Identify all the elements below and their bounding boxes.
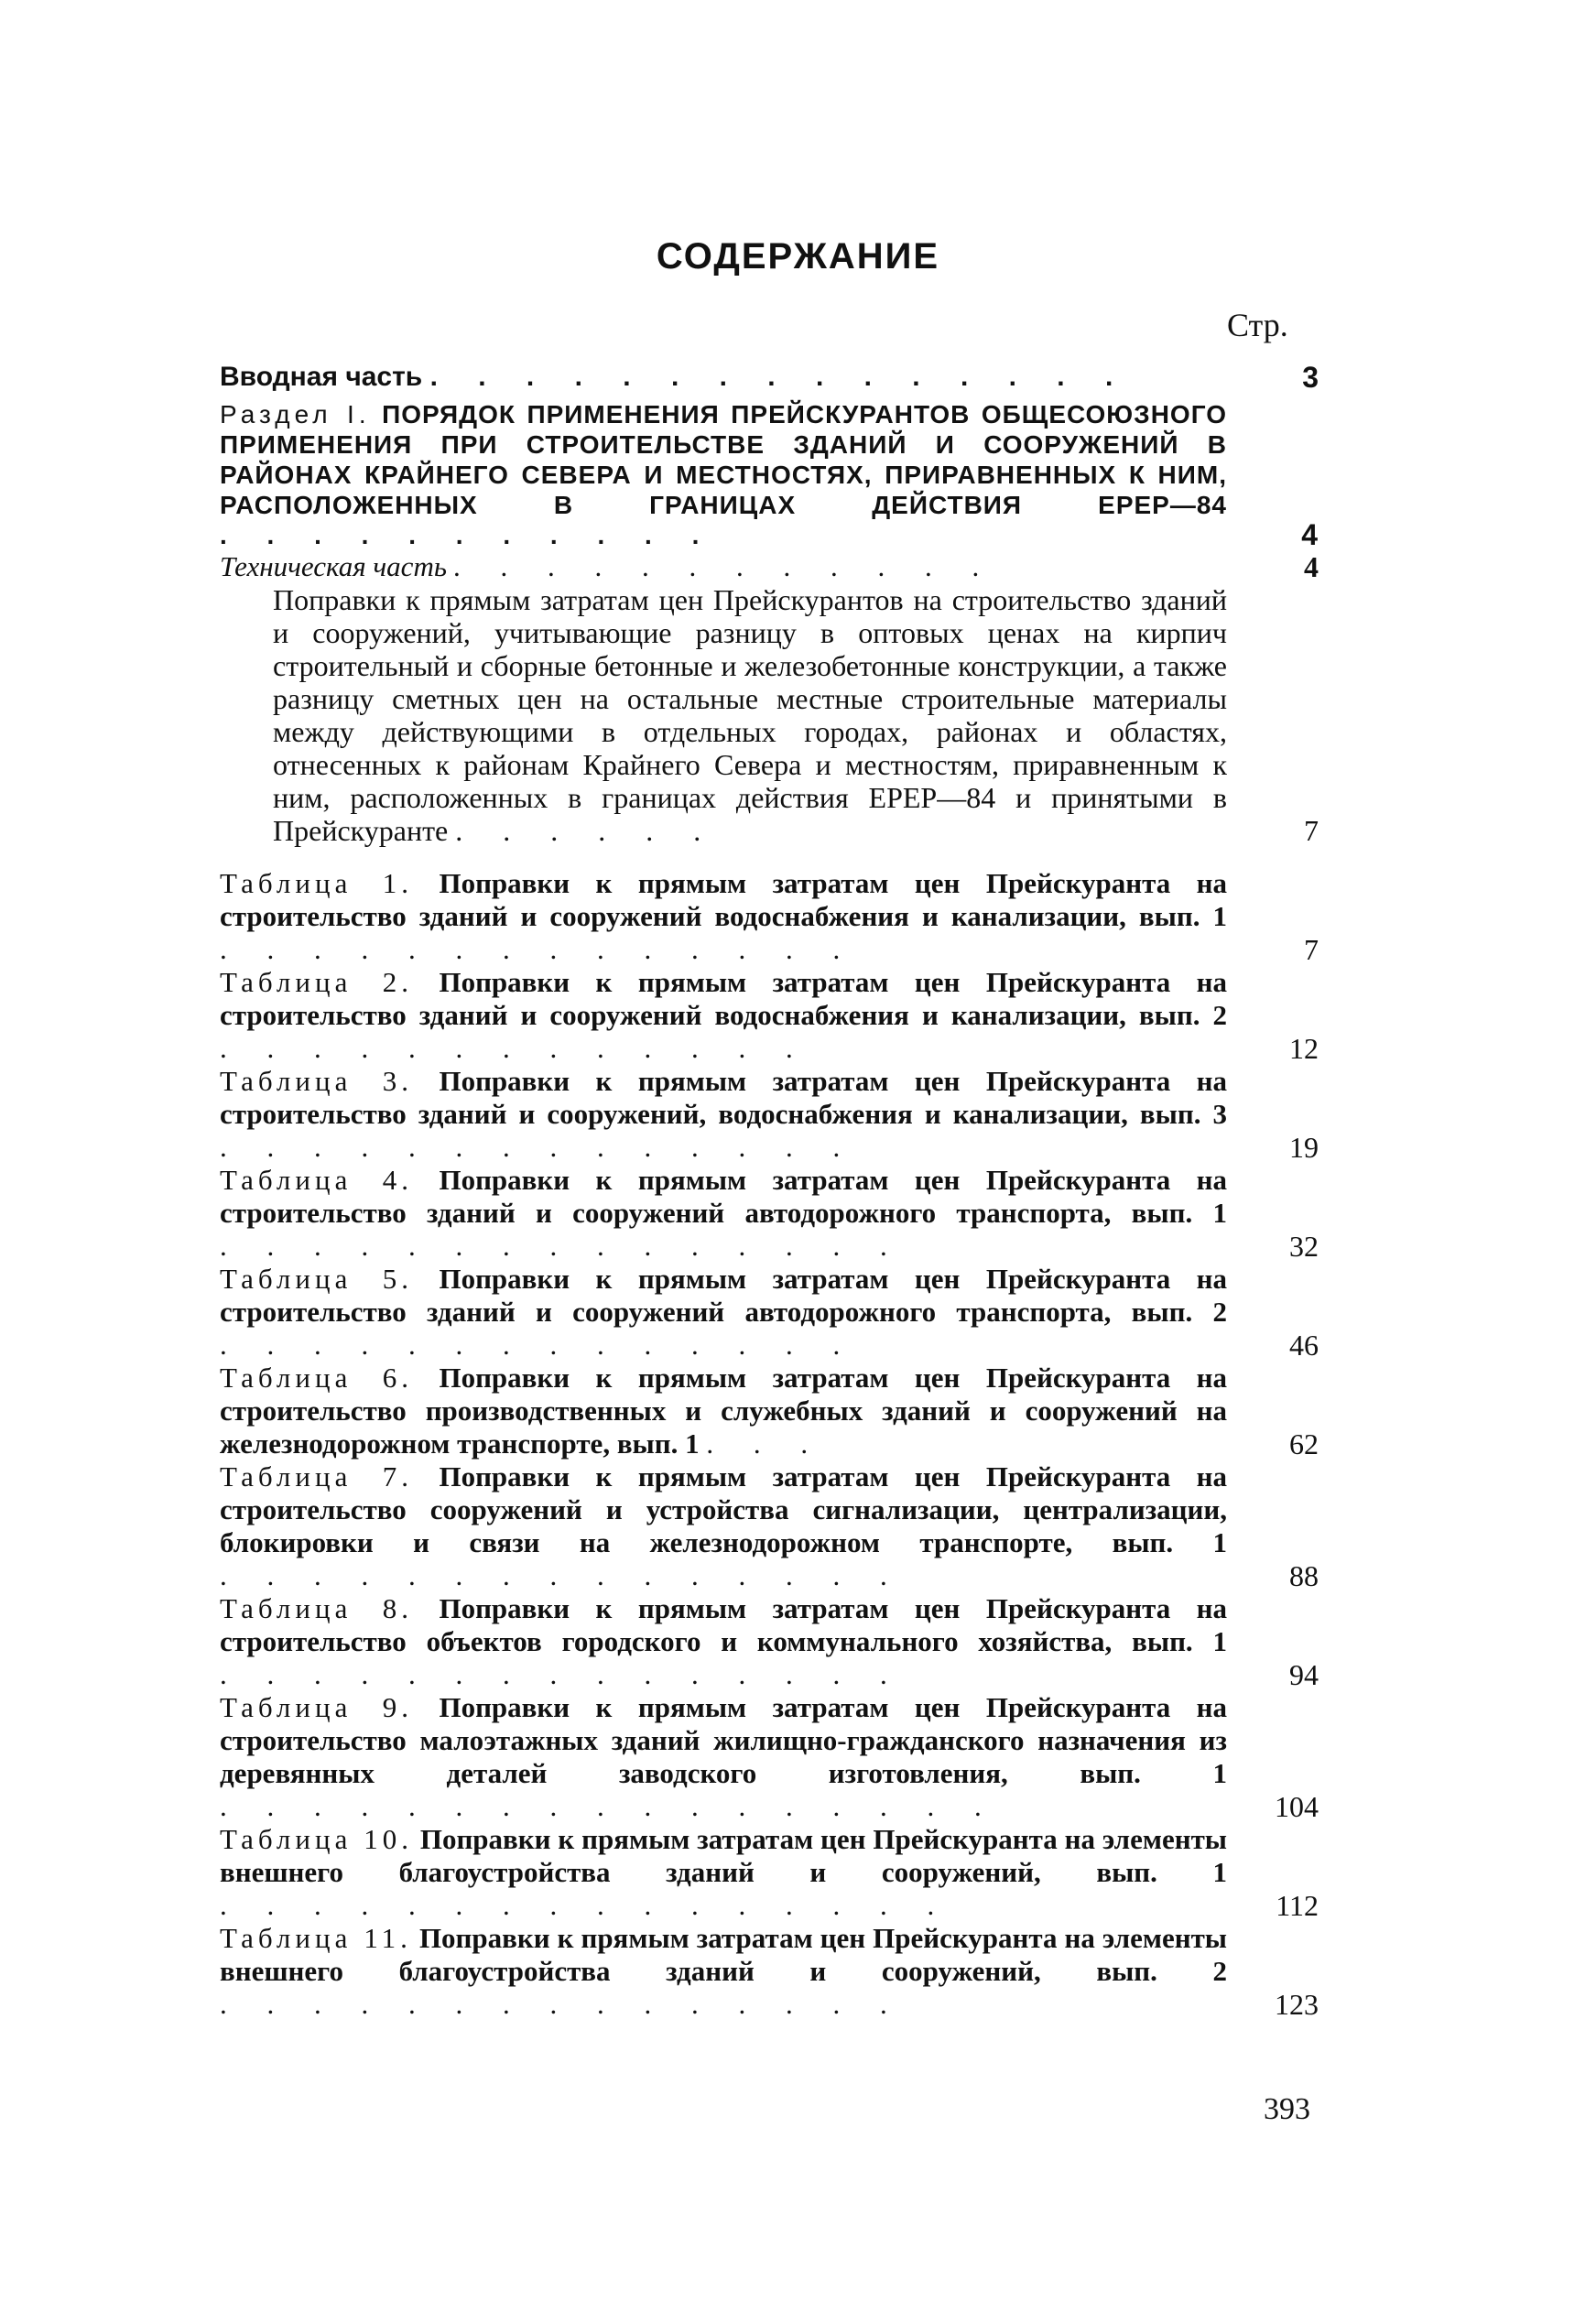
toc-entry-page: 123 (1275, 1988, 1319, 2021)
table-label: Таблица 9. (220, 1691, 414, 1723)
toc-entry-table-8[interactable] (220, 1592, 1319, 1691)
page-column-label: Стр. (1227, 307, 1288, 343)
table-label: Таблица 7. (220, 1460, 414, 1492)
toc-entry-page: 12 (1289, 1032, 1319, 1065)
dot-leader: . . . . . . . . . . . . . . . (220, 1559, 904, 1591)
toc-entry-page: 3 (1302, 361, 1319, 394)
toc-entry-page: 46 (1289, 1329, 1319, 1362)
toc-entry-text: Поправки к прямым затратам цен Прейскуранта на строительство сооружений и устройства сигнализации, централизации, блокировки и связи на железнодорожном транспорте, вып. 1 (220, 1460, 1227, 1558)
table-label: Таблица 8. (220, 1592, 414, 1624)
toc-entry-page: 4 (1301, 518, 1319, 551)
toc-entry-text: Техническая часть (220, 550, 447, 582)
toc-entry-table-9[interactable] (220, 1691, 1319, 1823)
toc-entry-page: 19 (1289, 1131, 1319, 1164)
toc-entry-text: Поправки к прямым затратам цен Прейскуранта на строительство малоэтажных зданий жилищно-гражданского назначения из деревянных деталей заводского изготовления, вып. 1 (220, 1691, 1227, 1789)
table-label: Таблица 2. (220, 966, 414, 998)
table-label: Таблица 5. (220, 1263, 414, 1295)
toc-entry-table-2[interactable] (220, 966, 1319, 1065)
toc-entry-table-5[interactable] (220, 1263, 1319, 1362)
dot-leader: . . . . . . . . . . . . . . . . (220, 1889, 951, 1921)
toc-entry-page: 88 (1289, 1559, 1319, 1592)
toc-entry-page: 104 (1275, 1790, 1319, 1823)
toc-entry-table-1[interactable] (220, 867, 1319, 966)
dot-leader: . . . . . . . . . . . . . . (220, 1329, 857, 1361)
toc-entry-text: Поправки к прямым затратам цен Прейскуранта на строительство зданий и сооружений водоснабжения и канализации, вып. 2 (220, 966, 1227, 1031)
dot-leader: . . . . . . . . . . . . . (220, 1032, 809, 1064)
toc-entry-text: Поправки к прямым затратам цен Прейскурантов на строительство зданий и сооружений, учитывающие разницу в оптовых ценах на кирпич строительный и сборные бетонные и железобетонные конструкции, а также разницу сметных цен на остальные местные строительные материалы между действующими в отдельных городах, районах и областях, отнесенных к районам Крайнего Севера и местностям, приравненным к ним, расположенных в границах действия ЕРЕР—84 и принятыми в Прейскуранте (273, 583, 1227, 847)
toc-entry-intro[interactable] (220, 359, 1319, 396)
toc-entry-table-10[interactable] (220, 1823, 1319, 1922)
table-of-contents (220, 359, 1319, 2021)
dot-leader: . . . . . . . . . . . . . . . (220, 1988, 904, 2020)
table-label: Таблица 10. (220, 1823, 413, 1855)
toc-entry-amendments[interactable] (220, 583, 1372, 847)
dot-leader: . . . . . . . . . . . . . . (220, 933, 857, 965)
toc-entry-table-3[interactable] (220, 1065, 1319, 1164)
toc-entry-table-4[interactable] (220, 1164, 1319, 1263)
dot-leader: . . . . . . . . . . . (220, 521, 716, 549)
toc-entry-page: 7 (1304, 933, 1319, 966)
dot-leader: . . . . . . . . . . . . . . . . . (220, 1790, 998, 1822)
toc-entry-table-7[interactable] (220, 1460, 1319, 1592)
toc-entry-text: Поправки к прямым затратам цен Прейскуранта на строительство зданий и сооружений, водоснабжения и канализации, вып. 3 (220, 1065, 1227, 1130)
table-label: Таблица 3. (220, 1065, 414, 1097)
page-number: 393 (1264, 2092, 1310, 2126)
dot-leader: . . . . . . . . . . . . . . . (220, 1230, 904, 1262)
toc-entry-page: 4 (1304, 550, 1319, 583)
toc-entry-text: Поправки к прямым затратам цен Прейскуранта на строительство объектов городского и коммунального хозяйства, вып. 1 (220, 1592, 1227, 1657)
dot-leader: . . . . . . . . . . . . . . (220, 1131, 857, 1163)
table-label: Таблица 1. (220, 867, 414, 899)
toc-entry-text: ПОРЯДОК ПРИМЕНЕНИЯ ПРЕЙСКУРАНТОВ ОБЩЕСОЮЗНОГО ПРИМЕНЕНИЯ ПРИ СТРОИТЕЛЬСТВЕ ЗДАНИЙ И СООРУЖЕНИЙ В РАЙОНАХ КРАЙНЕГО СЕВЕРА И МЕСТНОСТЯХ, ПРИРАВНЕННЫХ К НИМ, РАСПОЛОЖЕННЫХ В ГРАНИЦАХ ДЕЙСТВИЯ ЕРЕР—84 (220, 400, 1227, 519)
toc-entry-text: Вводная часть (220, 362, 423, 392)
toc-entry-text: Поправки к прямым затратам цен Прейскуранта на элементы внешнего благоустройства зданий и сооружений, вып. 1 (220, 1823, 1227, 1888)
toc-entry-section-1[interactable] (220, 399, 1319, 550)
dot-leader: . . . . . . . . . . . . . . . (429, 362, 1130, 392)
toc-entry-page: 32 (1289, 1230, 1319, 1263)
toc-entry-text: Поправки к прямым затратам цен Прейскуранта на строительство зданий и сооружений водоснабжения и канализации, вып. 1 (220, 867, 1227, 932)
toc-entry-page: 94 (1289, 1658, 1319, 1691)
toc-entry-text: Поправки к прямым затратам цен Прейскуранта на элементы внешнего благоустройства зданий и сооружений, вып. 2 (220, 1922, 1227, 1987)
dot-leader: . . . . . . . . . . . . (453, 550, 996, 582)
dot-leader: . . . (706, 1427, 825, 1460)
toc-entry-table-11[interactable] (220, 1922, 1319, 2021)
toc-entry-page: 112 (1276, 1889, 1319, 1922)
toc-entry-text: Поправки к прямым затратам цен Прейскуранта на строительство зданий и сооружений автодорожного транспорта, вып. 2 (220, 1263, 1227, 1328)
toc-entry-text: Поправки к прямым затратам цен Прейскуранта на строительство производственных и служебных зданий и сооружений на железнодорожном транспорте, вып. 1 (220, 1362, 1227, 1460)
toc-entry-page: 7 (1304, 814, 1319, 847)
toc-entry-page: 62 (1289, 1427, 1319, 1460)
dot-leader: . . . . . . (455, 814, 718, 847)
dot-leader: . . . . . . . . . . . . . . . (220, 1658, 904, 1690)
toc-entry-text: Поправки к прямым затратам цен Прейскуранта на строительство зданий и сооружений автодорожного транспорта, вып. 1 (220, 1164, 1227, 1229)
section-label: Раздел I. (220, 400, 371, 429)
toc-entry-table-6[interactable] (220, 1362, 1319, 1460)
table-label: Таблица 4. (220, 1164, 414, 1196)
page-title: СОДЕРЖАНИЕ (656, 236, 940, 277)
table-label: Таблица 6. (220, 1362, 414, 1394)
toc-entry-technical-part[interactable] (220, 550, 1319, 583)
table-label: Таблица 11. (220, 1922, 412, 1954)
